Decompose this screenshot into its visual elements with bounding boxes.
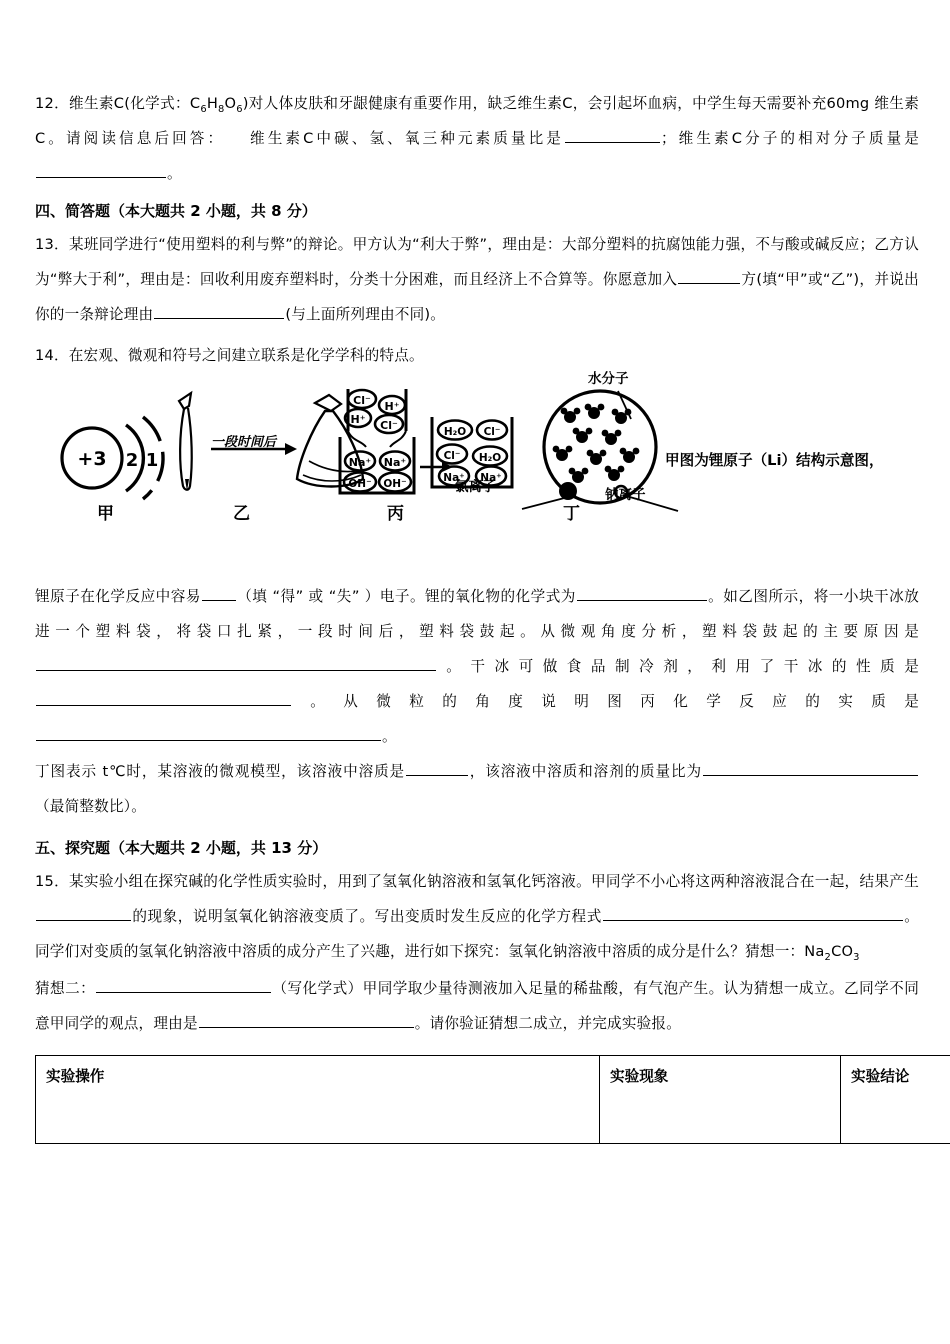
q14-answer-blank-1[interactable] <box>202 585 236 601</box>
q14-body-c: 。如乙图所示，将一小块干冰放进一个塑料袋，将袋口扎紧，一段时间后，塑料袋鼓起。从微观角度分析，塑料袋鼓起的主要原因是 <box>35 588 919 640</box>
q14-answer-blank-4[interactable] <box>36 690 291 706</box>
q15-answer-blank-3[interactable] <box>96 977 271 993</box>
q15-text-b: 的现象，说明氢氧化钠溶液变质了。写出变质时发生反应的化学方程式 <box>132 908 602 925</box>
question-13 <box>35 227 919 332</box>
svg-text:Na⁺: Na⁺ <box>348 456 372 469</box>
q15-text-e: 猜想二： <box>35 980 96 997</box>
figure-label-water-molecule: 水分子 <box>588 371 629 387</box>
q12-text-f: ；维生素C分子的相对分子质量是 <box>661 130 919 147</box>
svg-text:Na⁺: Na⁺ <box>443 472 465 484</box>
q15-answer-blank-2[interactable] <box>603 905 903 921</box>
q12-answer-blank-2[interactable] <box>36 162 166 178</box>
question-15-guess2 <box>35 971 919 1041</box>
figure-label-jia: 甲 <box>97 504 114 524</box>
q14-body-h: ，该溶液中溶质和溶剂的质量比为 <box>469 763 702 780</box>
svg-text:OH⁻: OH⁻ <box>383 478 407 490</box>
figure-label-chloride-ion: 氯离子 <box>455 479 496 495</box>
q12-number: 12． <box>35 95 70 112</box>
figure-label-ding: 丁 <box>563 504 580 524</box>
table-row <box>36 1056 950 1144</box>
question-14-intro <box>35 338 919 373</box>
q14-body-d: 。干冰可做食品制冷剂，利用了干冰的性质是 <box>437 658 919 675</box>
section-4-heading: 四、简答题（本大题共 2 小题，共 8 分） <box>35 202 317 220</box>
q15-answer-blank-1[interactable] <box>36 905 131 921</box>
q14-answer-blank-2[interactable] <box>577 585 707 601</box>
figure-label-bing: 丙 <box>387 504 404 524</box>
q15-text-a: 某实验小组在探究碱的化学性质实验时，用到了氢氧化钠溶液和氢氧化钙溶液。甲同学不小心将这两种溶液混合在一起，结果产生 <box>69 873 920 890</box>
table-header-phenomenon: 实验现象 <box>600 1056 841 1144</box>
q15-guess1-sub-1: 2 <box>824 951 832 963</box>
experiment-report-table <box>35 1055 950 1144</box>
q14-answer-blank-3[interactable] <box>36 655 436 671</box>
q12-text-b: H <box>206 95 219 112</box>
q12-text-d: )对人体皮肤和牙龈健康有重要作用，缺乏维生素C，会引起坏血病，中学生每天需要补充60mg 维生素C。请阅读信息后回答： <box>35 95 919 147</box>
svg-text:Cl⁻: Cl⁻ <box>443 450 461 462</box>
q14-answer-blank-7[interactable] <box>703 760 918 776</box>
question-14-body <box>35 579 919 754</box>
q12-answer-blank-1[interactable] <box>565 127 660 143</box>
q14-body-b: （填 “得” 或 “失” ）电子。锂的氧化物的化学式为 <box>236 588 576 605</box>
q12-sub-3: 6 <box>236 103 243 115</box>
table-header-operation: 实验操作 <box>36 1056 600 1144</box>
svg-text:Cl⁻: Cl⁻ <box>380 419 398 432</box>
q14-body-a: 锂原子在化学反应中容易 <box>35 588 201 605</box>
q14-body-i: （最简整数比）。 <box>35 798 147 815</box>
q12-sub-1: 6 <box>200 103 207 115</box>
question-12 <box>35 86 919 191</box>
q13-text-c: (与上面所列理由不同)。 <box>285 306 446 323</box>
svg-text:Na⁺: Na⁺ <box>480 472 502 484</box>
figure-side-note: 甲图为锂原子（Li）结构示意图， <box>665 452 884 469</box>
q13-answer-blank-1[interactable] <box>678 268 740 284</box>
svg-text:1: 1 <box>145 450 159 471</box>
q14-number: 14． <box>35 347 69 364</box>
figure-label-yi: 乙 <box>233 504 250 524</box>
q15-text-g: 。请你验证猜想二成立，并完成实验报。 <box>414 1015 682 1032</box>
q12-text-e: 维生素C中碳、氢、氧三种元素质量比是 <box>247 130 564 147</box>
figure-label-sodium-ion: 钠离子 <box>605 487 646 503</box>
q15-answer-blank-4[interactable] <box>199 1012 414 1028</box>
q13-answer-blank-2[interactable] <box>154 303 284 319</box>
chemistry-figure-group <box>35 371 919 575</box>
question-15 <box>35 864 919 969</box>
q13-text-b: 方(填“甲”或“乙”)，并说出你的一条辩论理由 <box>35 271 919 323</box>
svg-text:H⁺: H⁺ <box>350 413 366 426</box>
svg-text:H₂O: H₂O <box>443 426 467 438</box>
figure-arrow-label-time: 一段时间后 <box>211 435 277 450</box>
q12-text-g: 。 <box>167 165 182 182</box>
svg-text:H⁺: H⁺ <box>384 400 400 413</box>
svg-text:2: 2 <box>125 450 139 471</box>
q15-text-d: CO <box>831 943 854 960</box>
svg-text:Na⁺: Na⁺ <box>383 456 407 469</box>
q12-text-c: O <box>224 95 237 112</box>
svg-text:Cl⁻: Cl⁻ <box>483 426 501 438</box>
q14-body-g: 丁图表示 t℃时，某溶液的微观模型，该溶液中溶质是 <box>35 763 406 780</box>
svg-text:Cl⁻: Cl⁻ <box>353 394 371 407</box>
svg-text:H₂O: H₂O <box>478 452 502 464</box>
q15-text-f: （写化学式）甲同学取少量待测液加入足量的稀盐酸，有气泡产生。认为猜想一成立。乙同学不同意甲同学的观点，理由是 <box>35 980 919 1032</box>
q12-sub-2: 8 <box>218 103 225 115</box>
table-header-conclusion: 实验结论 <box>841 1056 950 1144</box>
q14-answer-blank-5[interactable] <box>36 725 381 741</box>
q13-number: 13． <box>35 236 69 253</box>
q15-text-c: 。同学们对变质的氢氧化钠溶液中溶质的成分产生了兴趣，进行如下探究：氢氧化钠溶液中溶质的成分是什么？猜想一：Na <box>35 908 920 960</box>
section-5-heading: 五、探究题（本大题共 2 小题，共 13 分） <box>35 839 328 857</box>
q14-body-f: 。 <box>382 728 397 745</box>
q14-answer-blank-6[interactable] <box>406 760 468 776</box>
question-14-body-2 <box>35 754 919 824</box>
page-content <box>35 86 919 1144</box>
svg-text:OH⁻: OH⁻ <box>348 478 372 490</box>
q15-number: 15． <box>35 873 70 890</box>
q12-text-a: 维生素C(化学式：C <box>69 95 201 112</box>
svg-text:+3: +3 <box>77 448 107 470</box>
q14-text-a: 在宏观、微观和符号之间建立联系是化学学科的特点。 <box>68 347 424 364</box>
q14-body-e: 。从微粒的角度说明图丙化学反应的实质是 <box>292 693 919 710</box>
q13-text-a: 某班同学进行“使用塑料的利与弊”的辩论。甲方认为“利大于弊”，理由是：大部分塑料的抗腐蚀能力强，不与酸或碱反应；乙方认为“弊大于利”，理由是：回收利用废弃塑料时，分类十分困难，而且经济上不合算等。你愿意加入 <box>35 236 919 288</box>
q15-guess1-sub-2: 3 <box>853 951 860 963</box>
